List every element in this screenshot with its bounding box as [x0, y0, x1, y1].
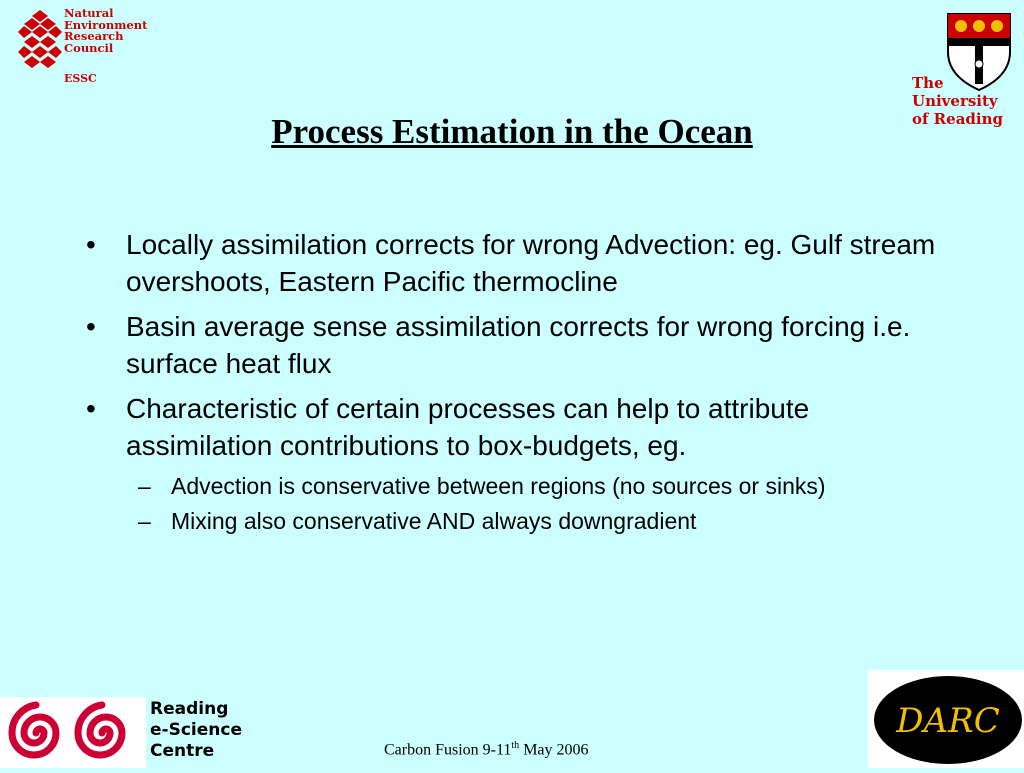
footer-superscript: th: [511, 740, 520, 751]
reading-e-science-centre-logo: [0, 697, 256, 768]
bullet-item: [86, 308, 946, 382]
darc-text: DARC: [896, 701, 1000, 741]
bullet-text: Characteristic of certain processes can help to attribute assimilation contributions to box-budgets, eg.: [126, 393, 810, 461]
resc-line: e-Science: [150, 720, 242, 740]
footer-prefix: Carbon Fusion 9-11: [384, 741, 512, 759]
bullet-text: Locally assimilation corrects for wrong Advection: eg. Gulf stream overshoots, Eastern Pacific thermocline: [126, 229, 936, 297]
sub-bullet-item: [86, 472, 946, 501]
nerc-line: Council: [64, 40, 114, 55]
university-line: of Reading: [912, 110, 1003, 128]
bullet-item: [86, 226, 946, 300]
bullet-list: [86, 226, 946, 542]
footer-suffix: May 2006: [519, 741, 589, 759]
university-line: University: [912, 92, 998, 110]
nerc-emblem-icon: [18, 8, 62, 70]
bullet-item: [86, 390, 946, 464]
university-line: The: [912, 74, 944, 92]
nerc-line: Environment: [64, 17, 148, 32]
resc-name: [150, 699, 242, 762]
spiral-icon: [0, 697, 146, 768]
darc-logo: [868, 670, 1024, 768]
bullet-glyph: •: [86, 311, 96, 342]
nerc-logo: [18, 6, 168, 86]
resc-line: Reading: [150, 699, 229, 719]
sub-bullet-item: [86, 507, 946, 536]
resc-line: Centre: [150, 741, 215, 761]
bullet-glyph: •: [86, 393, 96, 424]
nerc-line: Research: [64, 29, 124, 43]
dash-glyph: –: [138, 508, 151, 534]
sub-bullet-text: Advection is conservative between regions (no sources or sinks): [171, 473, 826, 499]
sub-bullet-text: Mixing also conservative AND always downgradient: [171, 508, 697, 534]
nerc-name: [64, 8, 147, 54]
darc-emblem-icon: [868, 670, 1024, 768]
dash-glyph: –: [138, 473, 151, 499]
bullet-text: Basin average sense assimilation corrects for wrong forcing i.e. surface heat flux: [126, 311, 911, 379]
nerc-line: Natural: [64, 6, 114, 20]
slide-footer: [384, 740, 589, 759]
essc-label: ESSC: [64, 72, 97, 85]
bullet-glyph: •: [86, 229, 96, 260]
slide-title: Process Estimation in the Ocean: [271, 112, 753, 151]
